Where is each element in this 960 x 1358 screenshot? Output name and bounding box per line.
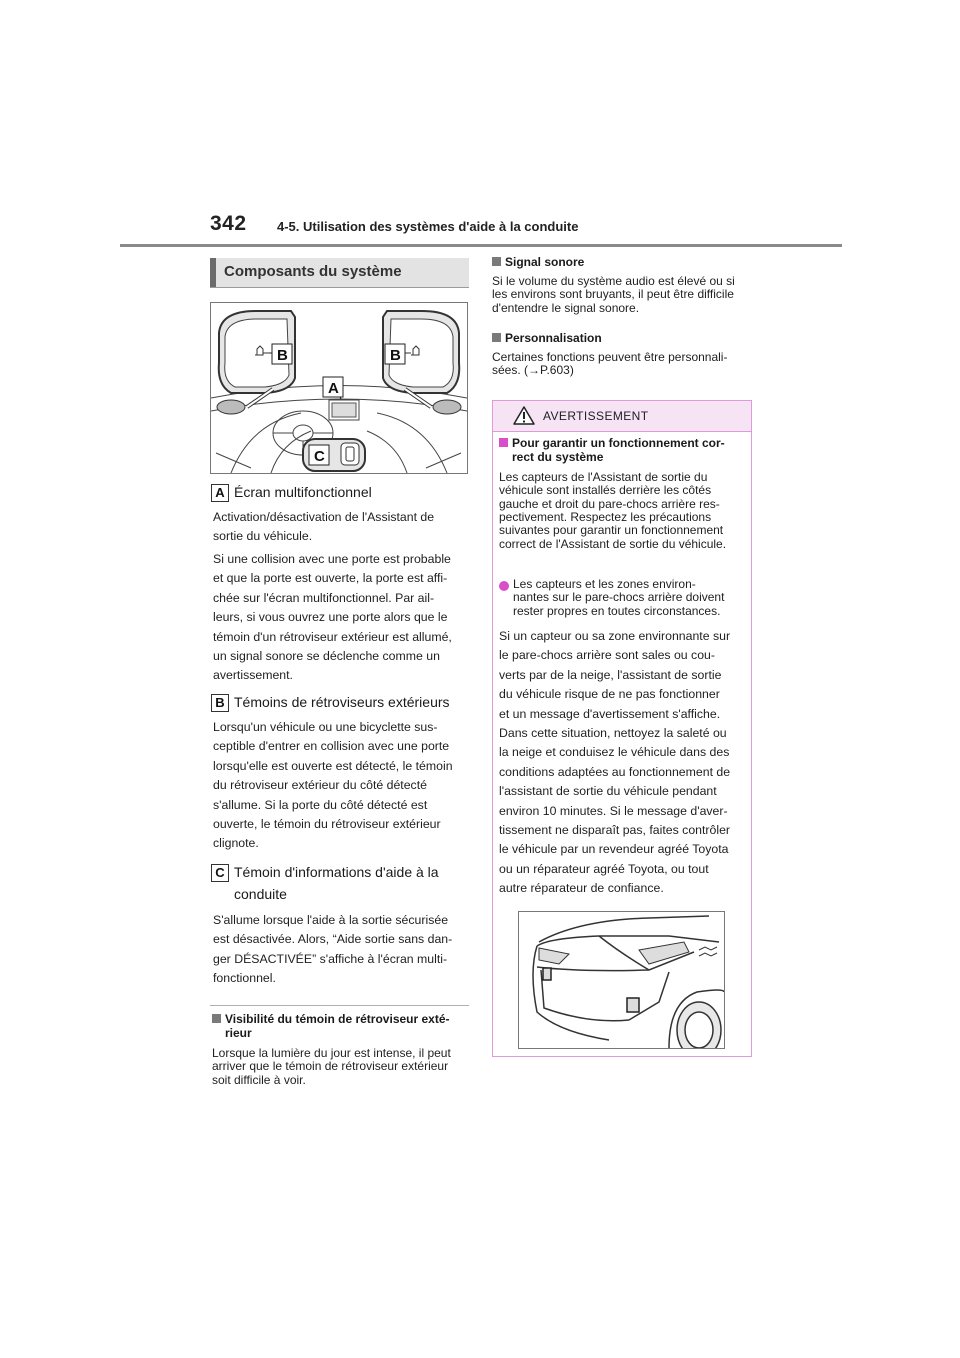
text-line: Si un capteur ou sa zone environnante sur — [499, 629, 731, 643]
text-line: véhicule sont installés derrière les côtés — [499, 483, 712, 498]
figure-label-b-left: B — [277, 347, 288, 364]
item-marker-a: A — [211, 484, 229, 502]
page-number: 342 — [210, 212, 247, 235]
rear-bumper-illustration — [518, 911, 725, 1049]
item-title-c-line2: conduite — [234, 886, 287, 902]
text-line: ger DÉSACTIVÉE” s'affiche à l'écran multi- — [213, 951, 448, 966]
text-line: gauche et droit du pare-chocs arrière res- — [499, 496, 720, 511]
text-line: suivantes pour garantir un fonctionnement — [499, 523, 724, 538]
item-title-c-line1: Témoin d'informations d'aide à la — [234, 864, 439, 880]
warning-triangle-icon — [513, 406, 535, 425]
personalisation-heading — [492, 332, 602, 346]
section-divider — [210, 1005, 469, 1006]
square-bullet-icon — [492, 257, 501, 266]
section-heading-bar — [210, 258, 216, 287]
text-line: chée sur l'écran multifonctionnel. Par ail- — [213, 590, 435, 605]
text-line: témoin d'un rétroviseur extérieur est allumé, — [213, 629, 452, 644]
text-line: Activation/désactivation de l'Assistant de — [213, 510, 435, 524]
text-line: ceptible d'entrer en collision avec une porte — [213, 739, 450, 754]
dashboard-drawing — [211, 303, 467, 473]
text-line: leurs, si vous ouvrez une porte alors que le — [213, 610, 448, 625]
text-line: du rétroviseur extérieur du côté détecté — [213, 778, 427, 793]
text-line: le véhicule par un revendeur agréé Toyota — [499, 842, 729, 857]
text-line: Si une collision avec une porte est probable — [213, 552, 451, 566]
figure-label-b-right: B — [390, 347, 401, 364]
text-line: et un message d'avertissement s'affiche. — [499, 706, 721, 721]
square-bullet-icon — [212, 1014, 221, 1023]
text-line: rester propres en toutes circonstances. — [513, 603, 721, 618]
text-line: la neige et conduisez le véhicule dans des — [499, 745, 730, 760]
text-line: S'allume lorsque l'aide à la sortie sécurisée — [213, 913, 449, 927]
warning-header — [493, 401, 751, 432]
signal-heading — [492, 256, 584, 270]
text-line: autre réparateur de confiance. — [499, 881, 664, 896]
text-line: Lorsque la lumière du jour est intense, il peut — [212, 1046, 451, 1060]
text-line: tissement ne disparaît pas, faites contrôler — [499, 823, 731, 837]
text-line: l'assistant de sortie du véhicule pendant — [499, 784, 717, 799]
warning-subtitle-text: Pour garantir un fonctionnement cor- — [512, 436, 725, 450]
rear-bumper-drawing — [519, 912, 724, 1048]
section-heading — [210, 258, 469, 288]
text-line: Lorsqu'un véhicule ou une bicyclette sus- — [213, 720, 438, 734]
text-line: le pare-chocs arrière sont sales ou cou- — [499, 648, 715, 663]
text-line: correct de l'Assistant de sortie du véhicule. — [499, 536, 727, 551]
personalisation-heading-text: Personnalisation — [505, 331, 602, 345]
text-line: nantes sur le pare-chocs arrière doivent — [513, 590, 725, 605]
visibility-heading-line2: rieur — [225, 1026, 252, 1040]
warning-label: AVERTISSEMENT — [543, 409, 649, 423]
item-marker-c: C — [211, 864, 229, 882]
text-line: Les capteurs et les zones environ- — [513, 577, 696, 591]
text-line: conditions adaptées au fonctionnement de — [499, 764, 731, 779]
section-heading-title: Composants du système — [224, 263, 402, 280]
text-line: s'allume. Si la porte du côté détecté est — [213, 797, 428, 812]
item-marker-b: B — [211, 694, 229, 712]
item-title-b: Témoins de rétroviseurs extérieurs — [234, 694, 450, 710]
text-line: et que la porte est ouverte, la porte est affi- — [213, 571, 448, 586]
visibility-heading-text: Visibilité du témoin de rétroviseur exté- — [225, 1012, 450, 1026]
text-line: lorsqu'elle est ouverte est détecté, le témoin — [213, 758, 453, 773]
text-line: soit difficile à voir. — [212, 1072, 306, 1087]
text-line: Certaines fonctions peuvent être personnali- — [492, 350, 728, 364]
item-title-a: Écran multifonctionnel — [234, 484, 372, 500]
text-line: pectivement. Respectez les précautions — [499, 509, 712, 524]
warning-subtitle-line1 — [499, 437, 725, 451]
warning-subtitle-line2: rect du système — [512, 450, 604, 464]
text-line: Dans cette situation, nettoyez la saleté ou — [499, 726, 727, 740]
signal-heading-text: Signal sonore — [505, 255, 585, 269]
text-line: Les capteurs de l'Assistant de sortie du — [499, 470, 708, 484]
text-line: d'entendre le signal sonore. — [492, 300, 640, 315]
text-line: un signal sonore se déclenche comme un — [213, 649, 440, 663]
text-line: sortie du véhicule. — [213, 529, 313, 544]
text-line: arriver que le témoin de rétroviseur extérieur — [212, 1059, 449, 1074]
text-line: verts par de la neige, l'assistant de sortie — [499, 667, 722, 682]
text-line: environ 10 minutes. Si le message d'aver- — [499, 803, 728, 818]
text-line: ouverte, le témoin du rétroviseur extérieur — [213, 817, 441, 831]
text-line: fonctionnel. — [213, 971, 276, 986]
square-bullet-icon — [499, 438, 508, 447]
visibility-heading-line1 — [212, 1013, 450, 1027]
dashboard-illustration — [210, 302, 468, 474]
figure-label-c: C — [314, 448, 325, 465]
chapter-title: 4-5. Utilisation des systèmes d'aide à la conduite — [277, 219, 579, 234]
round-bullet-icon — [499, 581, 509, 591]
figure-label-a: A — [328, 380, 339, 397]
square-bullet-icon — [492, 333, 501, 342]
header-divider — [120, 244, 842, 247]
text-line: avertissement. — [213, 668, 293, 683]
text-line: les environs sont bruyants, il peut être difficile — [492, 287, 734, 302]
page-reference-link[interactable]: sées. (→P.603) — [492, 363, 574, 378]
text-line: clignote. — [213, 836, 259, 851]
text-line: Si le volume du système audio est élevé ou si — [492, 274, 735, 288]
text-line: est désactivée. Alors, “Aide sortie sans dan- — [213, 932, 453, 947]
text-line: ou un réparateur agréé Toyota, ou tout — [499, 861, 709, 876]
text-line: du véhicule risque de ne pas fonctionner — [499, 687, 720, 702]
